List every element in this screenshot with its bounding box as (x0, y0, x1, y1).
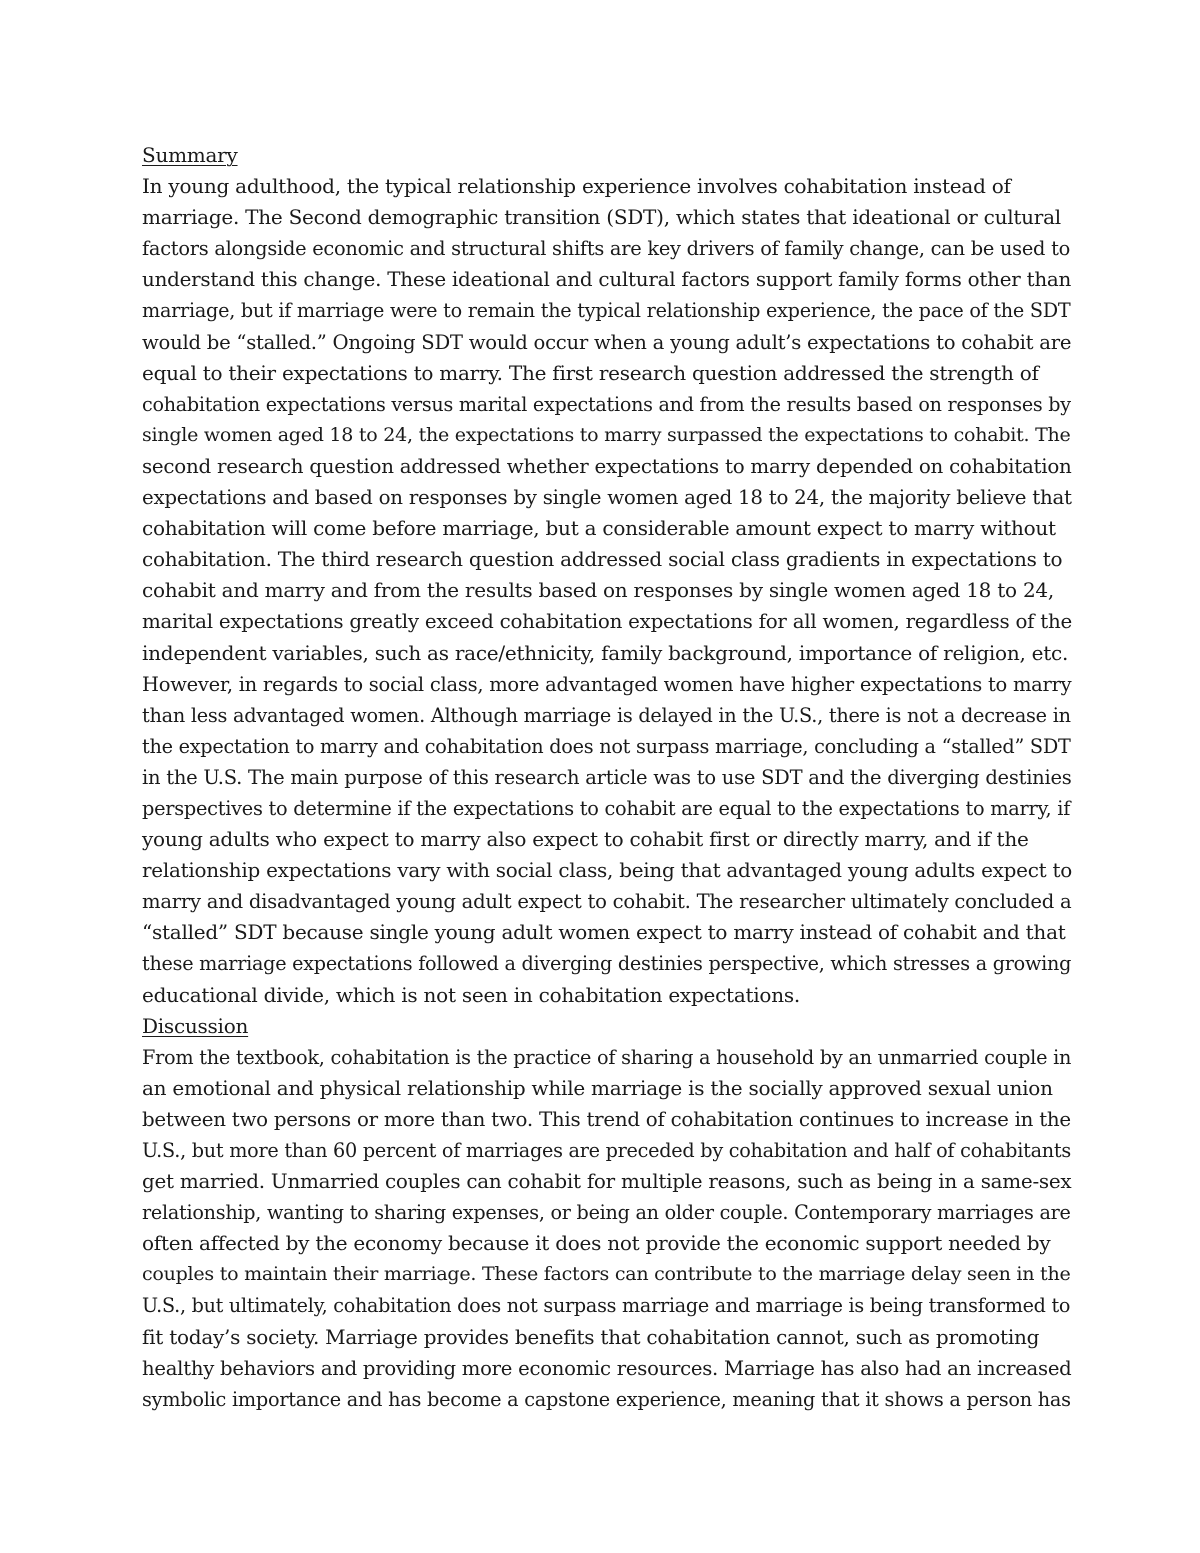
text-line: cohabit and marry and from the results based on responses by single women aged 18 to 24, (142, 578, 1055, 603)
summary-heading: Summary (142, 143, 238, 167)
text-line: U.S., but more than 60 percent of marriages are preceded by cohabitation and half of cohabitants (142, 1139, 1071, 1162)
document-page (142, 140, 1072, 1415)
discussion-heading: Discussion (142, 1013, 249, 1038)
text-line: educational divide, which is not seen in cohabitation expectations. (142, 982, 800, 1007)
text-line: From the textbook, cohabitation is the practice of sharing a household by an unmarried couple in (142, 1045, 1072, 1069)
text-line: healthy behaviors and providing more economic resources. Marriage has also had an increased (142, 1356, 1072, 1380)
text-line: symbolic importance and has become a capstone experience, meaning that it shows a person has (142, 1387, 1071, 1411)
text-line: young adults who expect to marry also expect to cohabit first or directly marry, and if the (142, 827, 1029, 852)
text-line: would be “stalled.” Ongoing SDT would occur when a young adult’s expectations to cohabit are (142, 330, 1072, 354)
text-line: expectations and based on responses by single women aged 18 to 24, the majority believe that (142, 486, 1072, 510)
text-line: get married. Unmarried couples can cohabit for multiple reasons, such as being in a same-sex (142, 1170, 1072, 1194)
text-line: between two persons or more than two. This trend of cohabitation continues to increase in the (142, 1107, 1071, 1131)
text-line: marriage, but if marriage were to remain the typical relationship experience, the pace of the SDT (142, 299, 1071, 323)
text-line: an emotional and physical relationship while marriage is the socially approved sexual union (142, 1075, 1053, 1100)
text-line: relationship expectations vary with social class, being that advantaged young adults expect to (142, 858, 1073, 883)
text-line: cohabitation. The third research question addressed social class gradients in expectations to (142, 547, 1063, 572)
text-line: the expectation to marry and cohabitation does not surpass marriage, concluding a “stalled” SDT (142, 734, 1071, 758)
text-line: In young adulthood, the typical relationship experience involves cohabitation instead of (142, 174, 1011, 199)
text-line: fit today’s society. Marriage provides benefits that cohabitation cannot, such as promoting (142, 1324, 1040, 1349)
text-line: than less advantaged women. Although marriage is delayed in the U.S., there is not a decrease in (142, 703, 1071, 727)
summary-paragraph (142, 171, 1072, 1011)
text-line: equal to their expectations to marry. The first research question addressed the strength of (142, 360, 1039, 385)
discussion-paragraph (142, 1042, 1072, 1415)
text-line: perspectives to determine if the expectations to cohabit are equal to the expectations to marry, if (142, 796, 1071, 820)
text-line: single women aged 18 to 24, the expectations to marry surpassed the expectations to cohabit. The (142, 423, 1071, 446)
text-line: factors alongside economic and structural shifts are key drivers of family change, can be used to (142, 237, 1071, 261)
text-line: in the U.S. The main purpose of this research article was to use SDT and the diverging destinies (142, 765, 1072, 789)
text-line: independent variables, such as race/ethnicity, family background, importance of religion, etc. (142, 640, 1069, 665)
text-line: second research question addressed whether expectations to marry depended on cohabitation (142, 454, 1072, 478)
text-line: “stalled” SDT because single young adult women expect to marry instead of cohabit and that (142, 920, 1066, 945)
text-line: relationship, wanting to sharing expenses, or being an older couple. Contemporary marriages are (142, 1201, 1071, 1225)
text-line: couples to maintain their marriage. These factors can contribute to the marriage delay seen in the (142, 1263, 1071, 1286)
text-line: understand this change. These ideational and cultural factors support family forms other than (142, 268, 1072, 292)
text-line: However, in regards to social class, more advantaged women have higher expectations to marry (142, 672, 1072, 696)
text-line: U.S., but ultimately, cohabitation does not surpass marriage and marriage is being transformed to (142, 1294, 1071, 1318)
text-line: often affected by the economy because it does not provide the economic support needed by (142, 1231, 1051, 1256)
text-line: marital expectations greatly exceed cohabitation expectations for all women, regardless of the (142, 610, 1073, 634)
text-line: marry and disadvantaged young adult expect to cohabit. The researcher ultimately concluded a (142, 890, 1072, 914)
text-line: cohabitation expectations versus marital expectations and from the results based on responses by (142, 392, 1071, 416)
text-line: marriage. The Second demographic transition (SDT), which states that ideational or cultural (142, 205, 1061, 230)
text-line: these marriage expectations followed a diverging destinies perspective, which stresses a growing (142, 952, 1072, 976)
text-line: cohabitation will come before marriage, but a considerable amount expect to marry without (142, 516, 1056, 541)
